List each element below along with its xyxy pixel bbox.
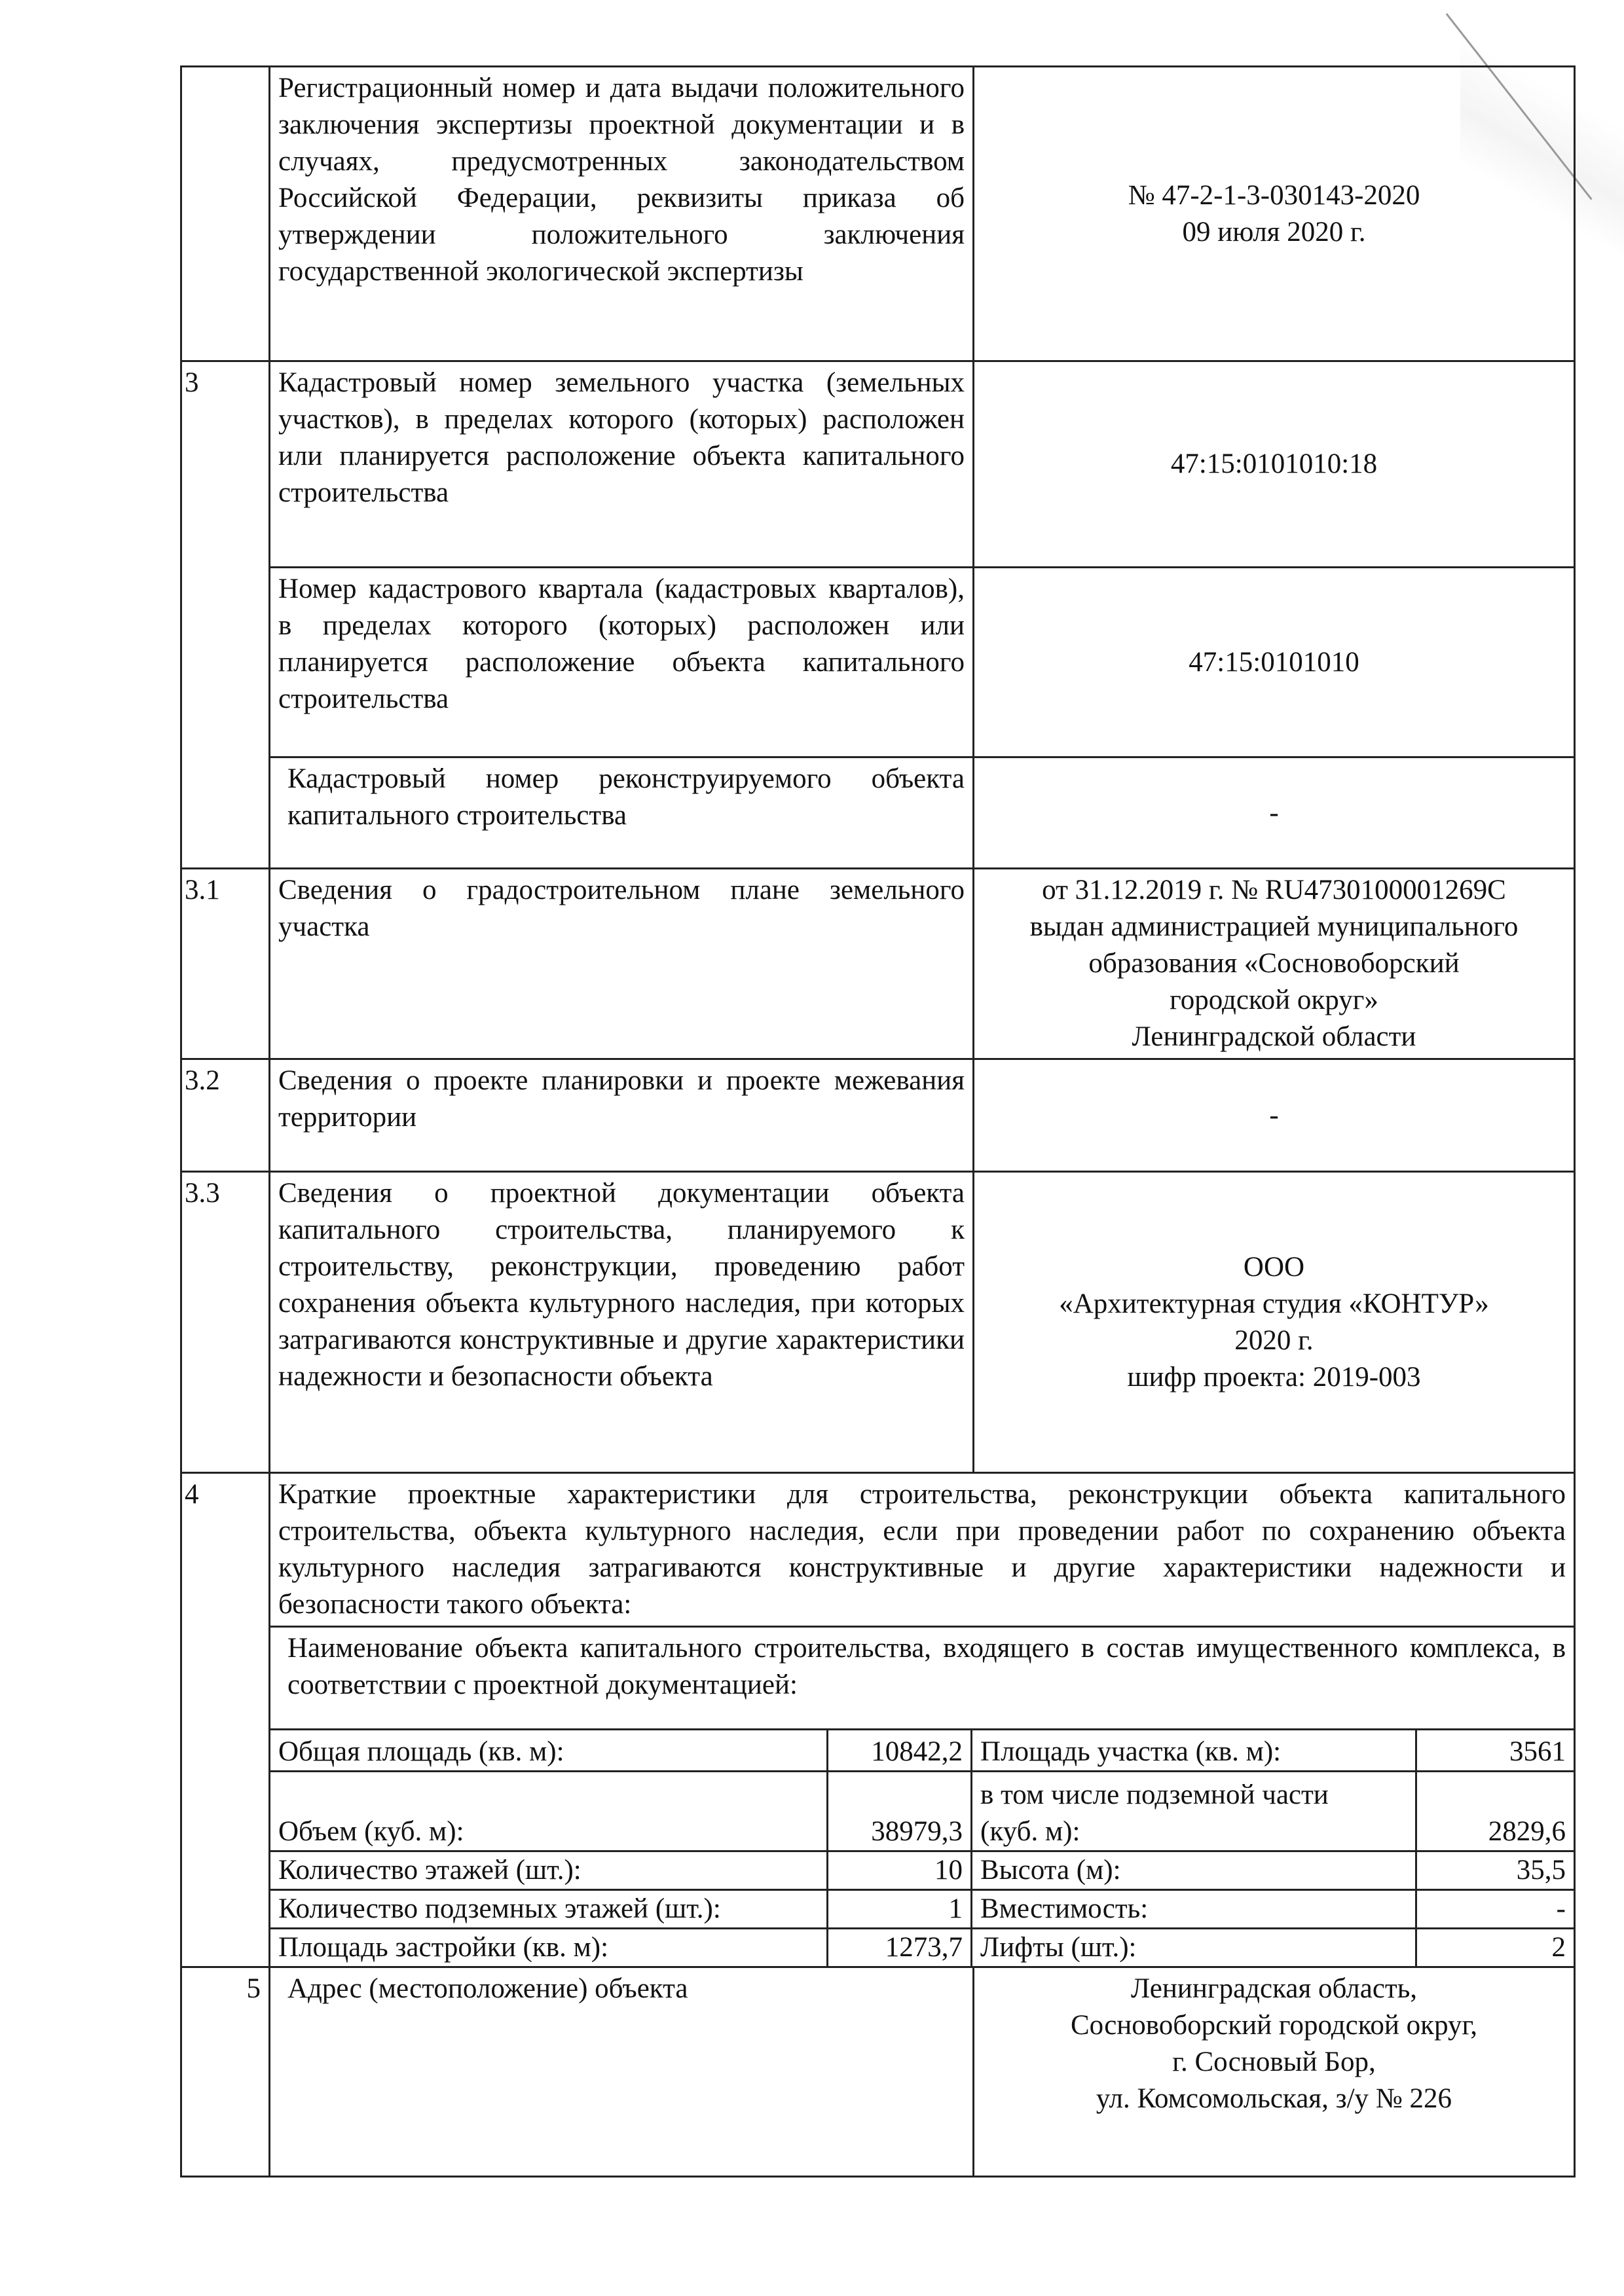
char-label: Общая площадь (кв. м): [270, 1730, 827, 1771]
row-number: 4 [181, 1473, 270, 1967]
char-row [270, 1889, 1574, 1928]
row-label: Адрес (местоположение) объекта [270, 1967, 974, 2177]
row-label: Номер кадастрового квартала (кадастровых кварталов), в пределах которого (которых) расположен или планируется расположение объекта капитального строительства [270, 568, 974, 757]
cadastral-quarter-number: 47:15:0101010 [974, 568, 1575, 757]
address-district: Сосновоборский городской округ, [1070, 2010, 1478, 2041]
char-row [270, 1928, 1574, 1966]
row-cadastral-plot [181, 361, 1575, 568]
row-value: - [974, 1059, 1575, 1172]
char-value: 10 [827, 1851, 971, 1889]
char-row [270, 1851, 1574, 1889]
row-label: Краткие проектные характеристики для строительства, реконструкции объекта капитального строительства, объекта культурного наследия, если при проведении работ по сохранению объекта культурного наследия затрагиваются конструктивные и другие характеристики надежности и безопасности такого объекта: [270, 1473, 1575, 1627]
char-value: 38979,3 [827, 1771, 971, 1851]
row-expertise [181, 67, 1575, 361]
char-value: 3561 [1416, 1730, 1574, 1771]
char-label: Высота (м): [972, 1851, 1416, 1889]
characteristics-cell [270, 1730, 1575, 1967]
expertise-number: № 47-2-1-3-030143-2020 [1128, 179, 1420, 211]
row-characteristics [181, 1730, 1575, 1967]
urban-plan-issuer-3: городской округ» [1170, 985, 1378, 1015]
row-cadastral-quarter [181, 568, 1575, 757]
row-project-documentation [181, 1172, 1575, 1473]
project-code: шифр проекта: 2019-003 [1127, 1361, 1421, 1393]
row-label: Сведения о градостроительном плане земельного участка [270, 869, 974, 1059]
urban-plan-issuer-1: выдан администрацией муниципального [1029, 911, 1519, 942]
row-number: 3.2 [181, 1059, 270, 1172]
row-number: 5 [181, 1967, 270, 2177]
char-label: Объем (куб. м): [270, 1771, 827, 1851]
row-label: Регистрационный номер и дата выдачи положительного заключения экспертизы проектной документации и в случаях, предусмотренных законодательством Российской Федерации, реквизиты приказа об утверждении положительного заключения государственной экологической экспертизы [270, 67, 974, 361]
char-label: Площадь участка (кв. м): [972, 1730, 1416, 1771]
address-street: ул. Комсомольская, з/у № 226 [1096, 2083, 1452, 2114]
characteristics-table [270, 1730, 1574, 1966]
row-label: Кадастровый номер земельного участка (земельных участков), в пределах которого (которых) расположен или планируется расположение объекта капитального строительства [270, 361, 974, 568]
urban-plan-number: от 31.12.2019 г. № RU4730100001269С [1042, 875, 1506, 905]
char-value: - [1416, 1889, 1574, 1928]
row-value [974, 1967, 1575, 2177]
address-region: Ленинградская область, [1130, 1973, 1418, 2004]
char-label: Количество этажей (шт.): [270, 1851, 827, 1889]
urban-plan-issuer-4: Ленинградской области [1132, 1021, 1416, 1052]
char-label-line: в том числе подземной части [980, 1779, 1329, 1810]
designer-name: «Архитектурная студия «КОНТУР» [1059, 1288, 1489, 1319]
char-value: 1273,7 [827, 1928, 971, 1966]
char-value: 1 [827, 1889, 971, 1928]
char-label-line: (куб. м): [980, 1815, 1080, 1847]
row-value [974, 1172, 1575, 1473]
row-number: 3.1 [181, 869, 270, 1059]
char-label: Лифты (шт.): [972, 1928, 1416, 1966]
char-label: Площадь застройки (кв. м): [270, 1928, 827, 1966]
row-urban-plan [181, 869, 1575, 1059]
char-value: 35,5 [1416, 1851, 1574, 1889]
row-number: 3 [181, 361, 270, 869]
char-label: Вместимость: [972, 1889, 1416, 1928]
designer-form: ООО [1243, 1251, 1305, 1283]
row-value: - [974, 757, 1575, 869]
urban-plan-issuer-2: образования «Сосновоборский [1088, 948, 1460, 979]
char-label: Количество подземных этажей (шт.): [270, 1889, 827, 1928]
permit-table [180, 65, 1576, 2178]
char-value: 2 [1416, 1928, 1574, 1966]
char-label [972, 1771, 1416, 1851]
row-label: Сведения о проектной документации объекта капитального строительства, планируемого к строительству, реконструкции, проведению работ сохранения объекта культурного наследия, при которых затрагиваются конструктивные и другие характеристики надежности и безопасности объекта [270, 1172, 974, 1473]
char-value: 10842,2 [827, 1730, 971, 1771]
char-row [270, 1730, 1574, 1771]
address-city: г. Сосновый Бор, [1172, 2047, 1376, 2077]
object-name-label: Наименование объекта капитального строительства, входящего в состав имущественного комплекса, в соответствии с проектной документацией: [270, 1627, 1575, 1730]
row-label: Кадастровый номер реконструируемого объекта капитального строительства [270, 757, 974, 869]
row-object-name [181, 1627, 1575, 1730]
row-value [974, 67, 1575, 361]
row-address [181, 1967, 1575, 2177]
row-reconstructed-object [181, 757, 1575, 869]
row-number: 3.3 [181, 1172, 270, 1473]
char-value: 2829,6 [1416, 1771, 1574, 1851]
row-characteristics-header [181, 1473, 1575, 1627]
expertise-date: 09 июля 2020 г. [1182, 216, 1366, 247]
row-number-cell [181, 67, 270, 361]
row-label: Сведения о проекте планировки и проекте межевания территории [270, 1059, 974, 1172]
row-planning-project [181, 1059, 1575, 1172]
char-row [270, 1771, 1574, 1851]
design-year: 2020 г. [1234, 1324, 1314, 1356]
row-value [974, 869, 1575, 1059]
cadastral-plot-number: 47:15:0101010:18 [974, 361, 1575, 568]
